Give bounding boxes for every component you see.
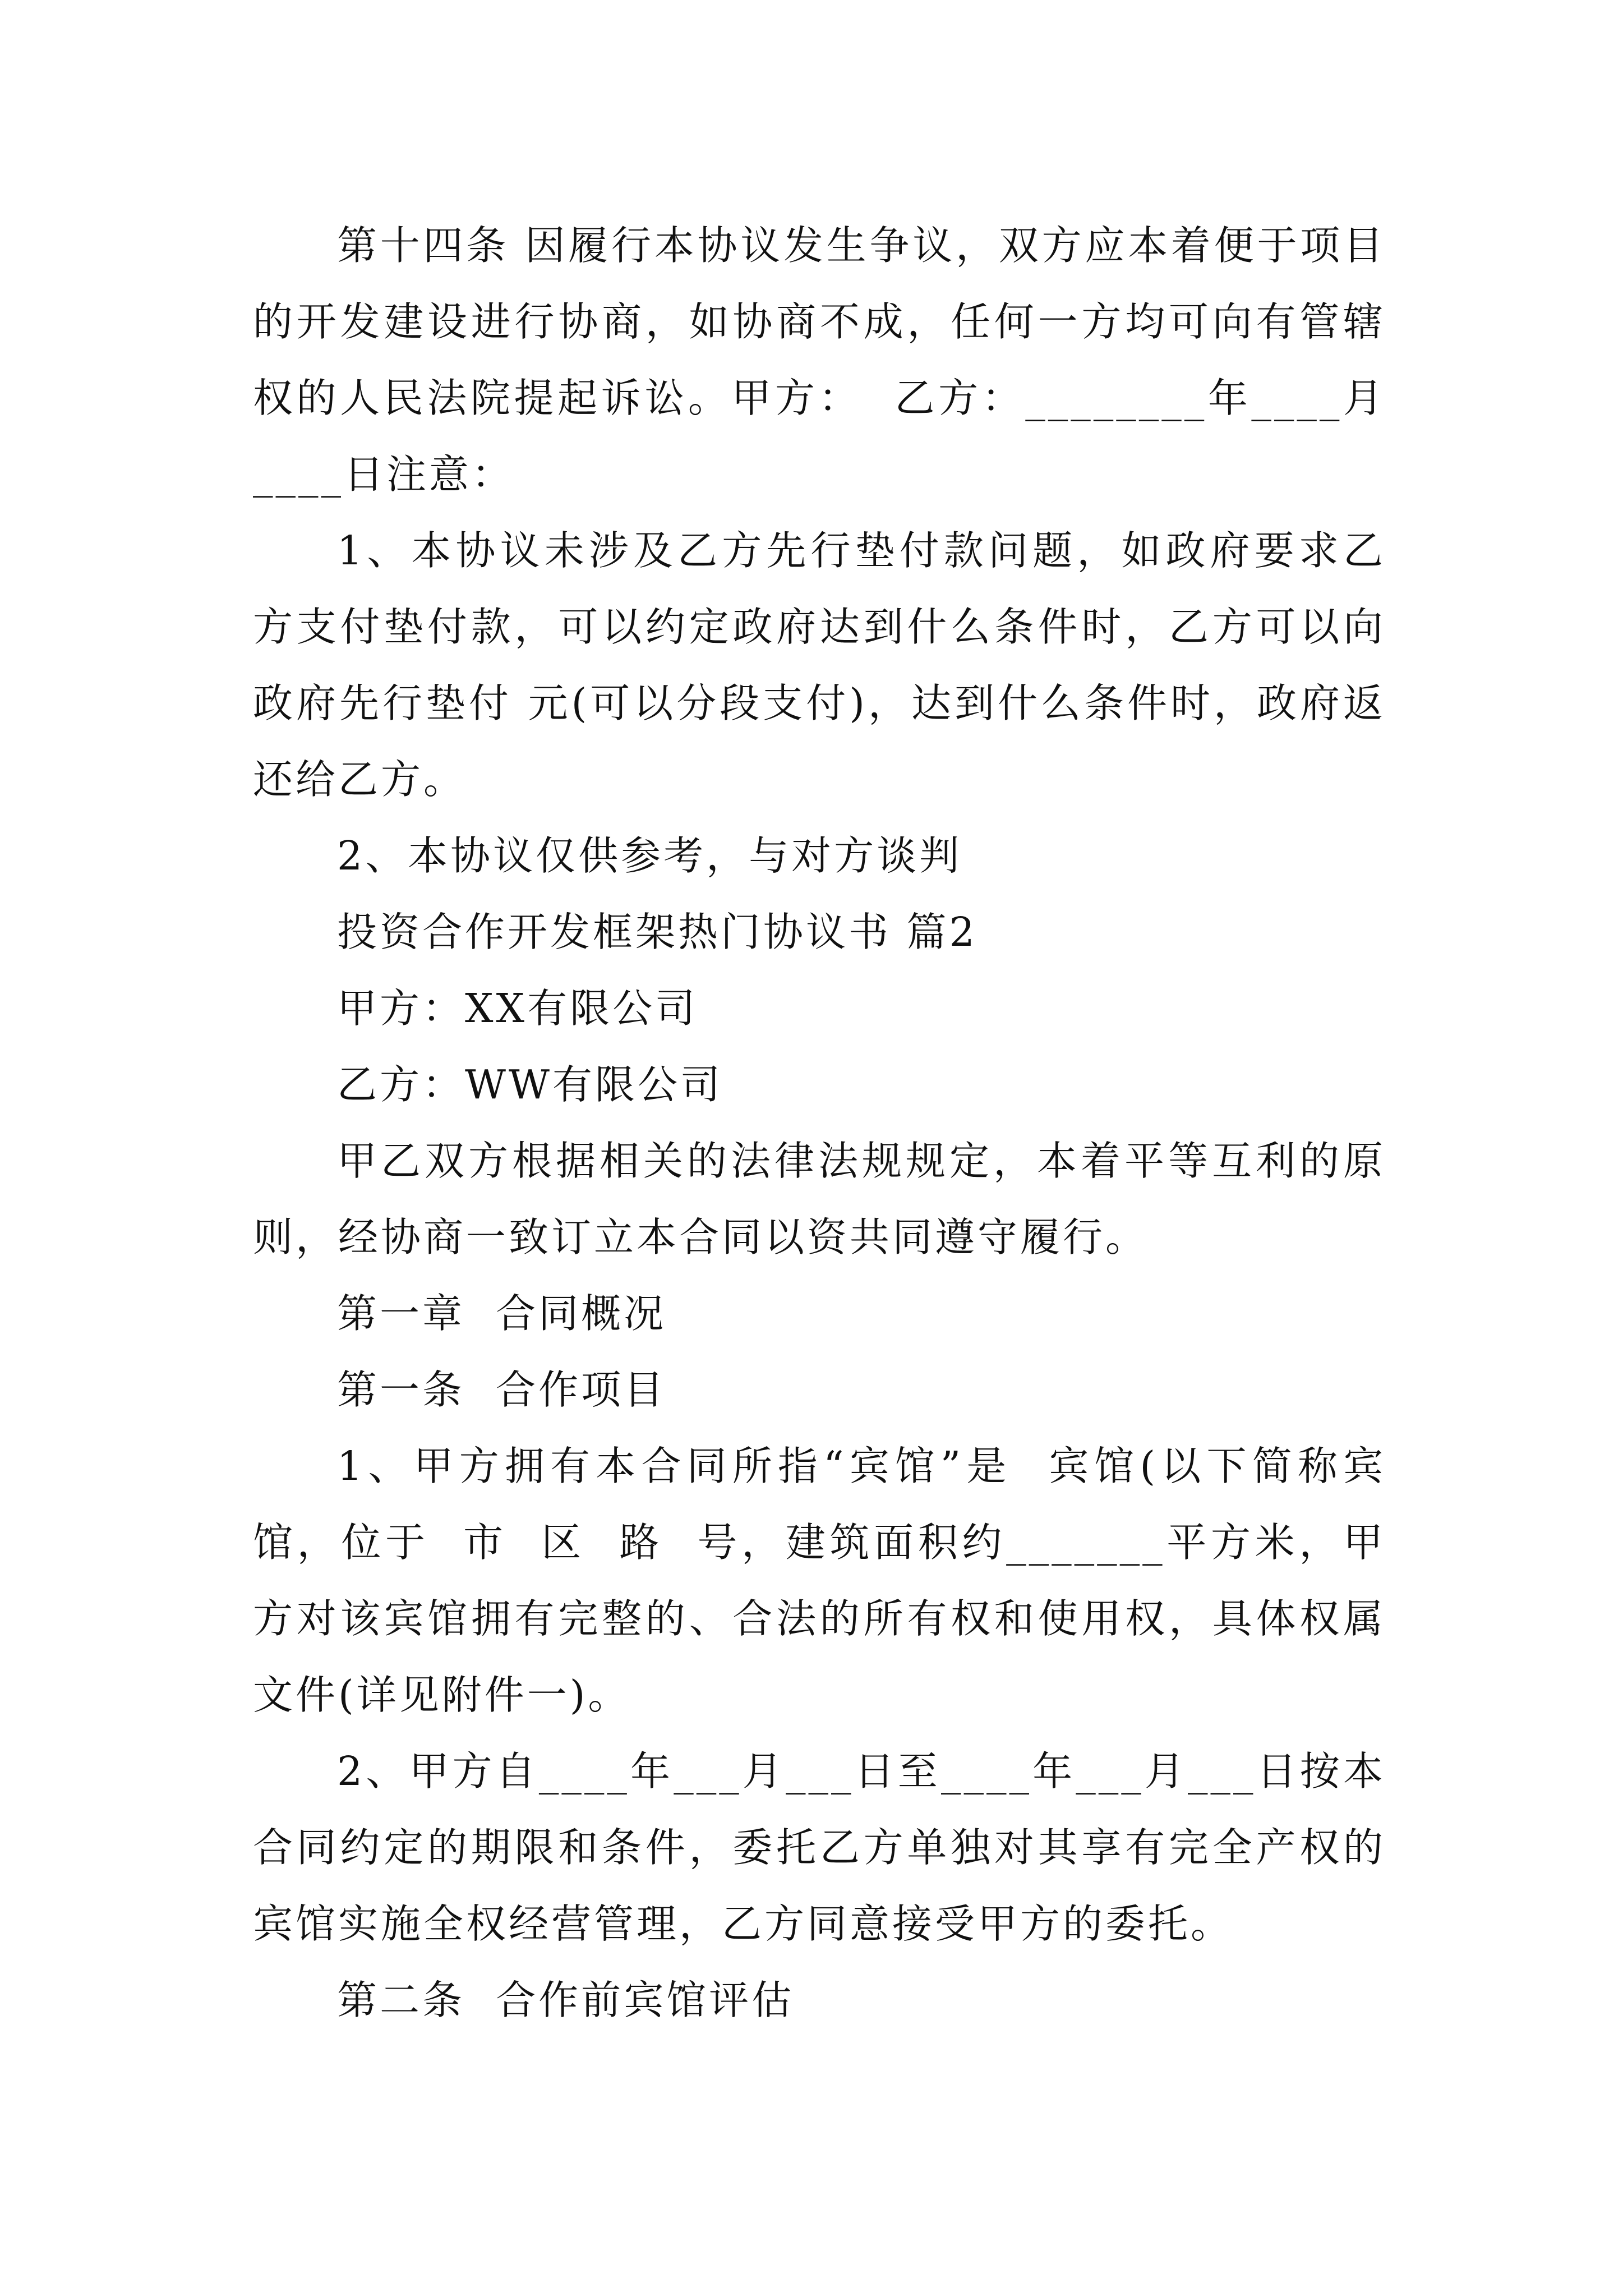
clause-2: 2、甲方自____年___月___日至____年___月___日按本合同约定的期限和条件，委托乙方单独对其享有完全产权的宾馆实施全权经营管理，乙方同意接受甲方的委托。 xyxy=(253,1748,1386,1947)
preamble-paragraph: 甲乙双方根据相关的法律法规规定，本着平等互利的原则，经协商一致订立本合同以资共同遵守履行。 xyxy=(253,1138,1386,1260)
chapter-heading: 第一章 合同概况 xyxy=(337,1290,667,1337)
party-a: 甲方：XX有限公司 xyxy=(337,985,698,1032)
article-heading-2: 第二条 合作前宾馆评估 xyxy=(337,1977,795,2023)
section-title: 投资合作开发框架热门协议书 篇2 xyxy=(337,909,978,955)
article-heading-1: 第一条 合作项目 xyxy=(337,1366,667,1413)
paragraph-note-2: 2、本协议仅供参考，与对方谈判 xyxy=(337,832,962,879)
party-b: 乙方：WW有限公司 xyxy=(337,1061,723,1108)
document-body xyxy=(253,208,1386,2039)
paragraph-note-1: 1、本协议未涉及乙方先行垫付款问题，如政府要求乙方支付垫付款，可以约定政府达到什么条件时，乙方可以向政府先行垫付 元(可以分段支付)，达到什么条件时，政府返还给乙方。 xyxy=(253,527,1386,803)
clause-1: 1、甲方拥有本合同所指“宾馆”是 宾馆(以下简称宾馆，位于 市 区 路 号，建筑面积约_______平方米，甲方对该宾馆拥有完整的、合法的所有权和使用权，具体权属文件(详见附件一)。 xyxy=(253,1443,1386,1718)
paragraph-article-14: 第十四条 因履行本协议发生争议，双方应本着便于项目的开发建设进行协商，如协商不成，任何一方均可向有管辖权的人民法院提起诉讼。甲方： 乙方：________年____月____日注意： xyxy=(253,222,1386,498)
